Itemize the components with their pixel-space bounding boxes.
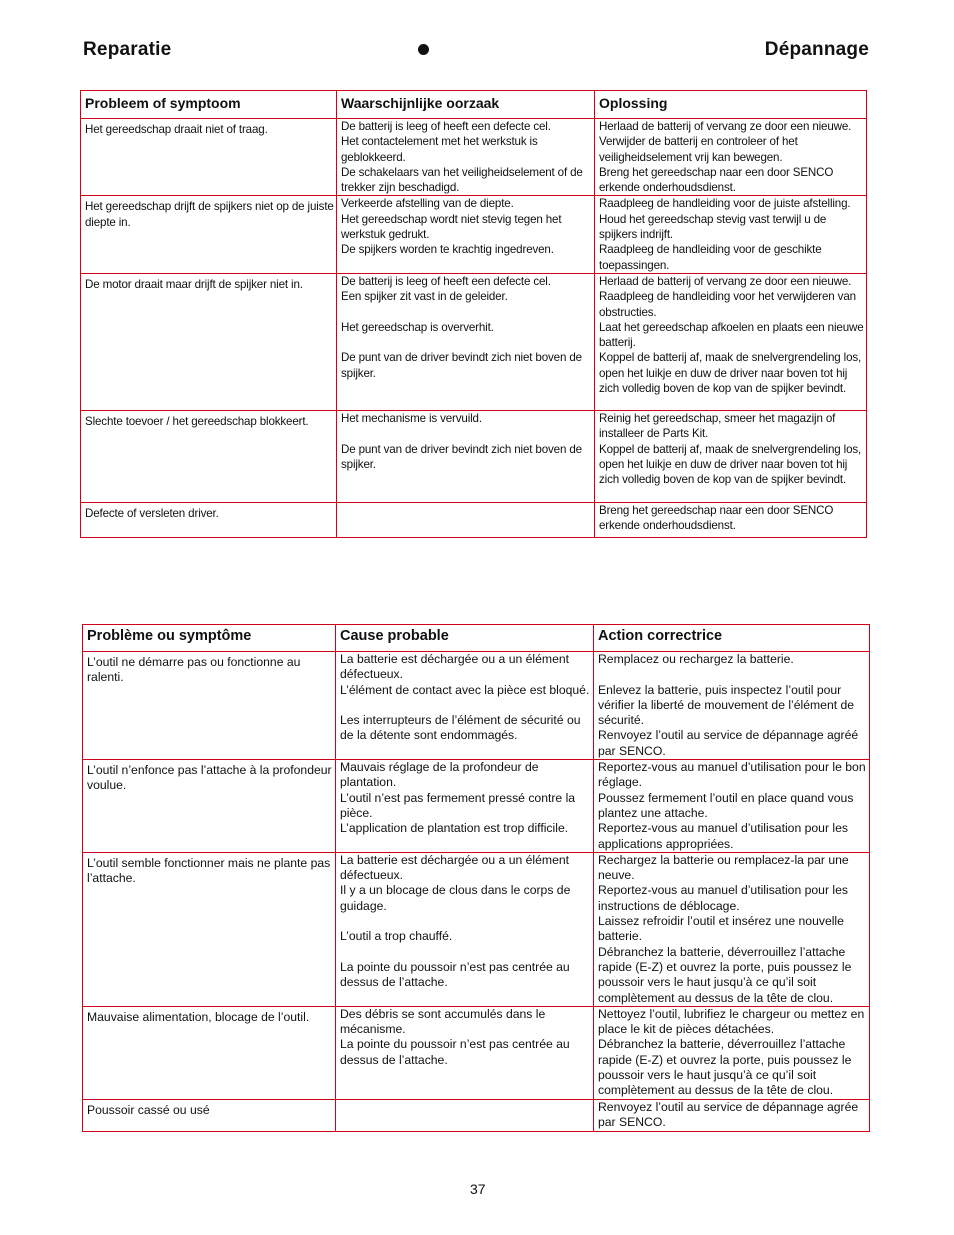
page-title-french: Dépannage — [764, 39, 869, 60]
blank-line — [341, 335, 592, 350]
problem-cell: Poussoir cassé ou usé — [83, 1099, 336, 1131]
solution-line: Reportez-vous au manuel d’utilisation pour les instructions de déblocage. — [598, 883, 848, 913]
cause-line: L’outil n’est pas fermement pressé contre la pièce. — [340, 790, 576, 820]
table-row — [81, 273, 867, 410]
problem-cell: Mauvaise alimentation, blocage de l’outil. — [83, 1006, 336, 1099]
solution-line: Enlevez la batterie, puis inspectez l’outil pour vérifier la liberté de mouvement de l’élément de sécurité. — [598, 682, 855, 728]
cause-line: La batterie est déchargée ou a un élément défectueux. — [340, 652, 570, 682]
table-row — [83, 652, 870, 760]
troubleshooting-table-dutch — [80, 90, 867, 538]
cause-line: Het gereedschap is oververhit. — [341, 320, 494, 334]
solution-line: Breng het gereedschap naar een door SENCO erkende onderhoudsdienst. — [599, 503, 834, 533]
problem-cell: Het gereedschap draait niet of traag. — [81, 119, 337, 196]
cause-line: De spijkers worden te krachtig ingedreven. — [341, 243, 554, 257]
solution-line: Reportez-vous au manuel d’utilisation pour les applications appropriées. — [598, 821, 848, 851]
cause-line: Het contactelement met het werkstuk is geblokkeerd. — [341, 135, 538, 164]
cause-line: La pointe du poussoir n’est pas centrée au dessus de l’attache. — [340, 959, 570, 990]
blank-line — [340, 698, 591, 713]
solution-line: Raadpleeg de handleiding voor de geschikte toepassingen. — [599, 243, 822, 272]
solution-line: Koppel de batterij af, maak de snelvergrendeling los, open het luikje en duw de driver naar boven tot hij zich volledig boven de kop van de spijker bevindt. — [599, 351, 862, 396]
cause-cell — [337, 502, 595, 537]
cause-line: Het mechanisme is vervuild. — [341, 411, 482, 425]
table-row — [83, 852, 870, 1006]
solution-cell — [595, 273, 867, 410]
solution-line: Herlaad de batterij of vervang ze door een nieuwe. — [599, 120, 852, 133]
cause-line: Verkeerde afstelling van de diepte. — [341, 197, 514, 211]
solution-line: Nettoyez l’outil, lubrifiez le chargeur ou mettez en place le kit de pièces détachées. — [598, 1006, 865, 1037]
solution-line: Laat het gereedschap afkoelen en plaats een nieuwe batterij. — [599, 320, 864, 350]
solution-line: Koppel de batterij af, maak de snelvergrendeling los, open het luikje en duw de driver naar boven tot hij zich volledig boven de kop van de spijker bevindt. — [599, 442, 862, 487]
cause-line: Mauvais réglage de la profondeur de plantation. — [340, 760, 539, 790]
problem-cell: L’outil n’enfonce pas l’attache à la profondeur voulue. — [83, 760, 336, 853]
table-row — [83, 1006, 870, 1099]
table-row — [81, 196, 867, 273]
solution-line: Débranchez la batterie, déverrouillez l’attache rapide (E-Z) et ouvrez la porte, puis poussez le poussoir vers le haut jusqu’à ce qu’il soit complètement au dessus de la tête de clou. — [598, 944, 852, 1005]
solution-line: Laissez refroidir l’outil et insérez une nouvelle batterie. — [598, 914, 844, 944]
cause-line: De schakelaars van het veiligheidselement of de trekker zijn beschadigd. — [341, 165, 583, 195]
table-row — [81, 119, 867, 196]
cause-cell — [337, 273, 595, 410]
solution-line: Remplacez ou rechargez la batterie. — [598, 652, 794, 666]
cause-cell — [336, 1006, 594, 1099]
column-header-cause: Cause probable — [336, 625, 594, 652]
solution-line: Reinig het gereedschap, smeer het magazijn of installeer de Parts Kit. — [599, 411, 836, 441]
blank-line — [341, 305, 592, 320]
title-separator-bullet — [418, 44, 429, 55]
table-row — [83, 760, 870, 853]
solution-line: Poussez fermement l’outil en place quand vous plantez une attache. — [598, 790, 854, 820]
page-number: 37 — [470, 1181, 486, 1197]
blank-line — [340, 914, 591, 929]
solution-cell — [595, 410, 867, 502]
cause-cell — [336, 1099, 594, 1131]
cause-line: De punt van de driver bevindt zich niet boven de spijker. — [341, 442, 582, 471]
solution-line: Raadpleeg de handleiding voor de juiste afstelling. — [599, 197, 851, 211]
solution-cell — [594, 1099, 870, 1131]
solution-line: Rechargez la batterie ou remplacez-la par une neuve. — [598, 852, 849, 883]
blank-line — [598, 667, 867, 682]
solution-cell — [595, 119, 867, 196]
cause-cell — [337, 410, 595, 502]
problem-cell: Slechte toevoer / het gereedschap blokkeert. — [81, 410, 337, 502]
cause-line: De punt van de driver bevindt zich niet boven de spijker. — [341, 351, 582, 380]
solution-line: Renvoyez l’outil au service de dépannage agréé par SENCO. — [598, 728, 859, 758]
column-header-solution: Oplossing — [595, 91, 867, 119]
cause-line: Des débris se sont accumulés dans le mécanisme. — [340, 1006, 546, 1037]
problem-cell: L’outil ne démarre pas ou fonctionne au ralenti. — [83, 652, 336, 760]
solution-line: Débranchez la batterie, déverrouillez l’attache rapide (E-Z) et ouvrez la porte, puis poussez le poussoir vers le haut jusqu’à ce qu’il soit complètement au dessus de la tête de clou. — [598, 1037, 852, 1098]
troubleshooting-table-french — [82, 624, 870, 1132]
solution-cell — [594, 852, 870, 1006]
problem-cell: L’outil semble fonctionner mais ne plante pas l’attache. — [83, 852, 336, 1006]
cause-line: La pointe du poussoir n’est pas centrée au dessus de l’attache. — [340, 1037, 570, 1067]
cause-line: Het gereedschap wordt niet stevig tegen het werkstuk gedrukt. — [341, 212, 562, 242]
solution-line: Reportez-vous au manuel d’utilisation pour le bon réglage. — [598, 760, 866, 790]
solution-line: Herlaad de batterij of vervang ze door een nieuwe. — [599, 274, 852, 288]
solution-cell — [594, 652, 870, 760]
solution-line: Houd het gereedschap stevig vast terwijl u de spijkers indrijft. — [599, 212, 827, 242]
solution-line: Raadpleeg de handleiding voor het verwijderen van obstructies. — [599, 290, 856, 319]
page-title-dutch: Reparatie — [83, 39, 172, 60]
cause-line: De batterij is leeg of heeft een defecte cel. — [341, 120, 551, 133]
cause-line: Een spijker zit vast in de geleider. — [341, 290, 508, 304]
solution-cell — [594, 1006, 870, 1099]
cause-line: Les interrupteurs de l’élément de sécurité ou de la détente sont endommagés. — [340, 713, 581, 743]
column-header-solution: Action correctrice — [594, 625, 870, 652]
blank-line — [341, 426, 592, 441]
cause-line: L’élément de contact avec la pièce est bloqué. — [340, 682, 590, 697]
column-header-problem: Probleem of symptoom — [81, 91, 337, 119]
column-header-cause: Waarschijnlijke oorzaak — [337, 91, 595, 119]
solution-cell — [594, 760, 870, 853]
solution-cell — [595, 502, 867, 537]
cause-cell — [336, 652, 594, 760]
table-header-row — [81, 91, 867, 119]
cause-line: L’outil a trop chauffé. — [340, 929, 453, 944]
solution-line: Renvoyez l’outil au service de dépannage agrée par SENCO. — [598, 1099, 859, 1129]
problem-cell: Het gereedschap drijft de spijkers niet op de juiste diepte in. — [81, 196, 337, 273]
solution-cell — [595, 196, 867, 273]
cause-cell — [336, 760, 594, 853]
solution-line: Breng het gereedschap naar een door SENCO erkende onderhoudsdienst. — [599, 165, 834, 195]
cause-cell — [336, 852, 594, 1006]
cause-line: La batterie est déchargée ou a un élément défectueux. — [340, 852, 570, 883]
column-header-problem: Problème ou symptôme — [83, 625, 336, 652]
cause-line: Il y a un blocage de clous dans le corps de guidage. — [340, 883, 571, 913]
table-header-row — [83, 625, 870, 652]
table-row — [83, 1099, 870, 1131]
problem-cell: De motor draait maar drijft de spijker niet in. — [81, 273, 337, 410]
table-row — [81, 410, 867, 502]
cause-cell — [337, 119, 595, 196]
problem-cell: Defecte of versleten driver. — [81, 502, 337, 537]
solution-line: Verwijder de batterij en controleer of het veiligheidselement vrij kan bewegen. — [599, 135, 798, 164]
cause-cell — [337, 196, 595, 273]
cause-line: L’application de plantation est trop difficile. — [340, 821, 569, 836]
cause-line: De batterij is leeg of heeft een defecte cel. — [341, 274, 551, 288]
table-row — [81, 502, 867, 537]
blank-line — [340, 945, 591, 960]
